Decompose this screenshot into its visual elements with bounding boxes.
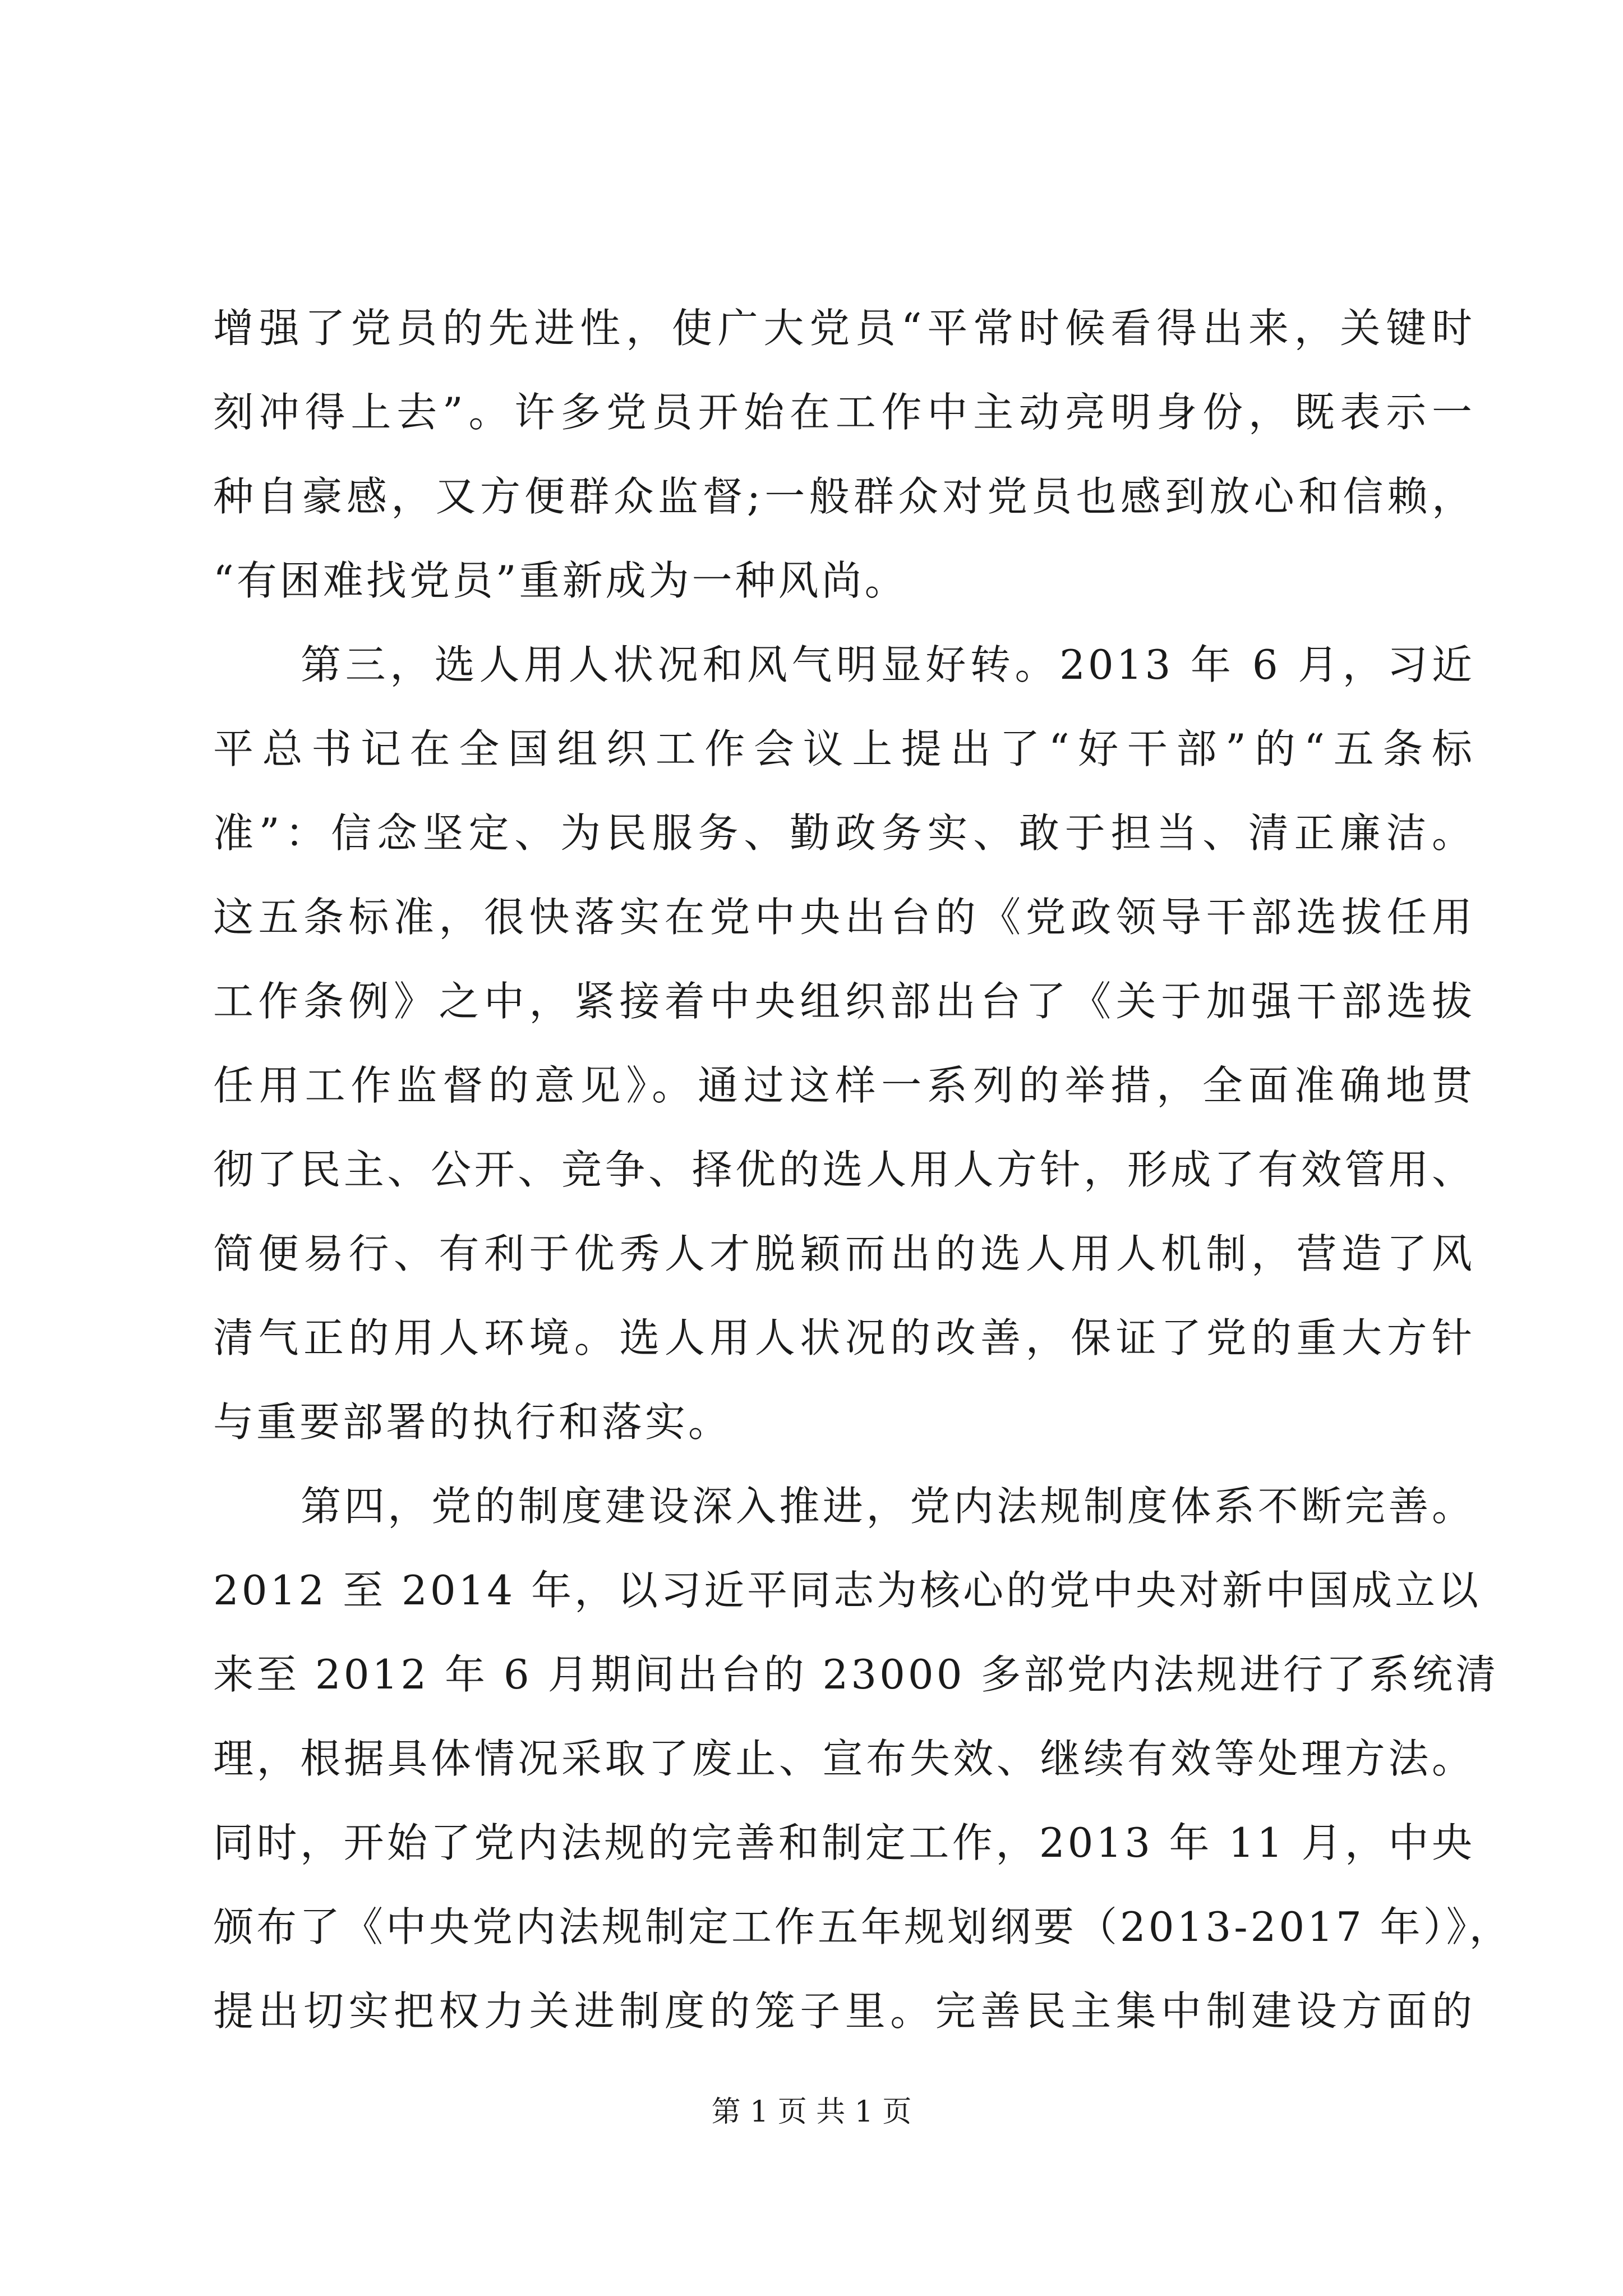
text-line: 刻冲得上去”。许多党员开始在工作中主动亮明身份，既表示一 bbox=[213, 389, 1475, 436]
page-footer: 第 1 页 共 1 页 bbox=[711, 2095, 912, 2129]
text-line: 增强了党员的先进性，使广大党员“平常时候看得出来，关键时 bbox=[213, 305, 1475, 352]
text-line: 理，根据具体情况采取了废止、宣布失效、继续有效等处理方法。 bbox=[213, 1735, 1475, 1782]
paragraph-first-line: 第四，党的制度建设深入推进，党内法规制度体系不断完善。 bbox=[301, 1483, 1475, 1530]
text-line: 工作条例》之中，紧接着中央组织部出台了《关于加强干部选拔 bbox=[213, 978, 1475, 1025]
text-line: 清气正的用人环境。选人用人状况的改善，保证了党的重大方针 bbox=[213, 1314, 1475, 1361]
text-line: “有困难找党员”重新成为一种风尚。 bbox=[213, 557, 908, 604]
text-line: 颁布了《中央党内法规制定工作五年规划纲要（2013-2017 年）》， bbox=[213, 1903, 1513, 1950]
text-line: 平总书记在全国组织工作会议上提出了“好干部”的“五条标 bbox=[213, 725, 1475, 772]
text-line: 彻了民主、公开、竞争、择优的选人用人方针，形成了有效管用、 bbox=[213, 1146, 1475, 1193]
text-line: 提出切实把权力关进制度的笼子里。完善民主集中制建设方面的 bbox=[213, 1987, 1475, 2035]
text-line: 准”：信念坚定、为民服务、勤政务实、敢于担当、清正廉洁。 bbox=[213, 809, 1475, 857]
text-line: 种自豪感，又方便群众监督;一般群众对党员也感到放心和信赖， bbox=[213, 473, 1475, 520]
text-line: 来至 2012 年 6 月期间出台的 23000 多部党内法规进行了系统清 bbox=[213, 1651, 1499, 1698]
text-line: 2012 至 2014 年，以习近平同志为核心的党中央对新中国成立以 bbox=[213, 1567, 1482, 1614]
text-line: 简便易行、有利于优秀人才脱颖而出的选人用人机制，营造了风 bbox=[213, 1230, 1475, 1277]
paragraph-first-line: 第三，选人用人状况和风气明显好转。2013 年 6 月，习近 bbox=[301, 641, 1475, 688]
text-line: 与重要部署的执行和落实。 bbox=[213, 1398, 732, 1446]
text-line: 同时，开始了党内法规的完善和制定工作，2013 年 11 月，中央 bbox=[213, 1819, 1475, 1866]
text-line: 任用工作监督的意见》。通过这样一系列的举措，全面准确地贯 bbox=[213, 1062, 1475, 1109]
text-line: 这五条标准，很快落实在党中央出台的《党政领导干部选拔任用 bbox=[213, 894, 1475, 941]
